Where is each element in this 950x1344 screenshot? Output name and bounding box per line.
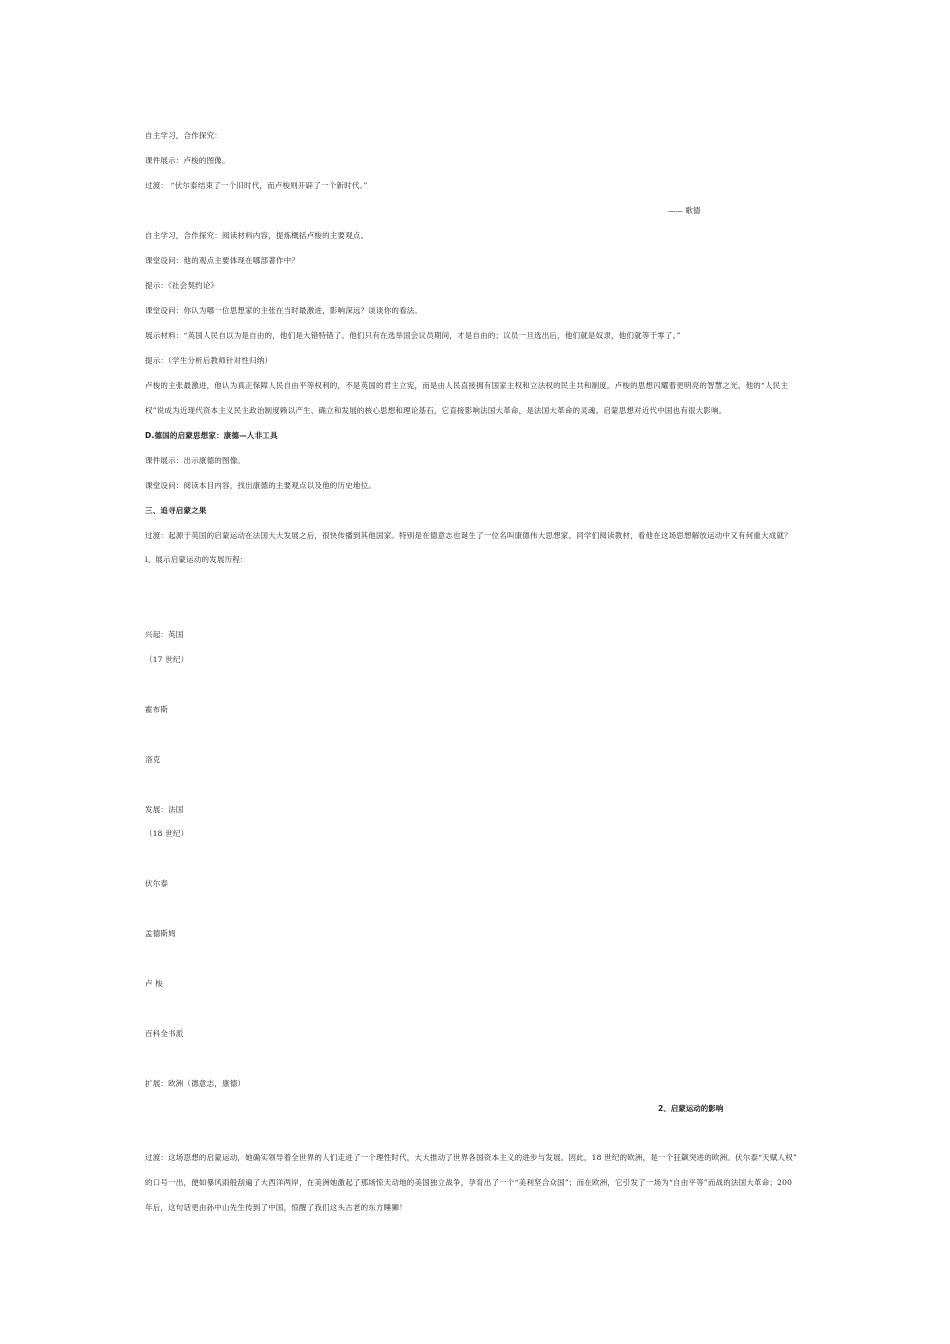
text-line: 课堂设问：他的观点主要体现在哪部著作中？ [145,256,299,265]
timeline-item: 兴起：英国 [145,630,184,639]
text-line: 年后，这句话更由孙中山先生传到了中国，惊醒了我们这头古老的东方睡狮！ [145,1203,407,1212]
timeline-item: 百科全书派 [145,1029,184,1038]
text-line: 展示材料：“英国人民自以为是自由的，他们是大错特错了。他们只有在选举国会议员期间，才是自由的；议员一旦选出后，他们就是奴隶，他们就等于零了。” [145,331,681,340]
text-line: 课堂设问：你认为哪一位思想家的主张在当时最激进，影响深远？谈谈你的看法。 [145,306,423,315]
timeline-item: 霍布斯 [145,705,169,714]
text-line: 课堂设问：阅读本目内容，找出康德的主要观点以及他的历史地位。 [145,481,376,490]
timeline-item: （17 世纪） [145,655,189,664]
text-line: 提示：《社会契约论》 [145,281,219,290]
section-heading: D.德国的启蒙思想家：康德—人非工具 [145,431,278,440]
text-line: 的口号一出，便如暴风雨般刮遍了大西洋两岸，在美洲她激起了那场惊天动地的美国独立战争，孕育出了一个“美利坚合众国”；而在欧洲，它引发了一场为“自由平等”而战的法国大革命；200 [145,1178,793,1187]
text-line: 过渡： “伏尔泰结束了一个旧时代，而卢梭则开辟了一个新时代。” [145,181,368,190]
text-line: 课件展示：出示康德的图像。 [145,456,246,465]
section-heading: 三、追寻启蒙之果 [145,506,207,515]
timeline-item: 洛克 [145,755,161,764]
section-heading: 2、启蒙运动的影响 [658,1104,724,1113]
timeline-item: 伏尔泰 [145,879,169,888]
quote-attribution: —— 歌德 [668,206,701,215]
text-line: 自主学习，合作探究：阅读材料内容，提炼概括卢梭的主要观点。 [145,231,369,240]
text-line: 卢梭的主张最激进，他认为真正保障人民自由平等权利的，不是英国的君主立宪，而是由人民直接拥有国家主权和立法权的民主共和制度。卢梭的思想闪耀着更明亮的智慧之光，他的“人民主 [145,381,789,390]
text-line: 课件展示：卢梭的图像。 [145,156,230,165]
text-line: l、展示启蒙运动的发展历程： [145,555,248,564]
text-line: 过渡：这场思想的启蒙运动，她确实领导着全世界的人们走进了一个理性时代，大大推动了世界各国资本主义的进步与发展。因此，18 世纪的欧洲，是一个狂飙突进的欧洲。伏尔泰“天赋人权” [145,1153,797,1162]
text-line: 权”说成为近现代资本主义民主政治制度赖以产生、确立和发展的核心思想和理论基石，它直接影响法国大革命，是法国大革命的灵魂。启蒙思想对近代中国也有很大影响。 [145,406,727,415]
text-line: 过渡：起源于英国的启蒙运动在法国大大发展之后，很快传播到其他国家。特别是在德意志也诞生了一位名叫康德伟大思想家。同学们阅读教材，看他在这场思想解放运动中又有何重大成就？ [145,531,792,540]
timeline-item: 卢 梭 [145,979,163,988]
text-line: 自主学习，合作探究： [145,131,222,140]
text-line: 提示：（学生分析后教师针对性归纳） [145,356,273,365]
timeline-item: 扩展：欧洲（德意志，康德） [145,1079,246,1088]
timeline-item: 发展：法国 [145,805,184,814]
timeline-item: （18 世纪） [145,829,189,838]
timeline-item: 孟德斯鸠 [145,929,176,938]
